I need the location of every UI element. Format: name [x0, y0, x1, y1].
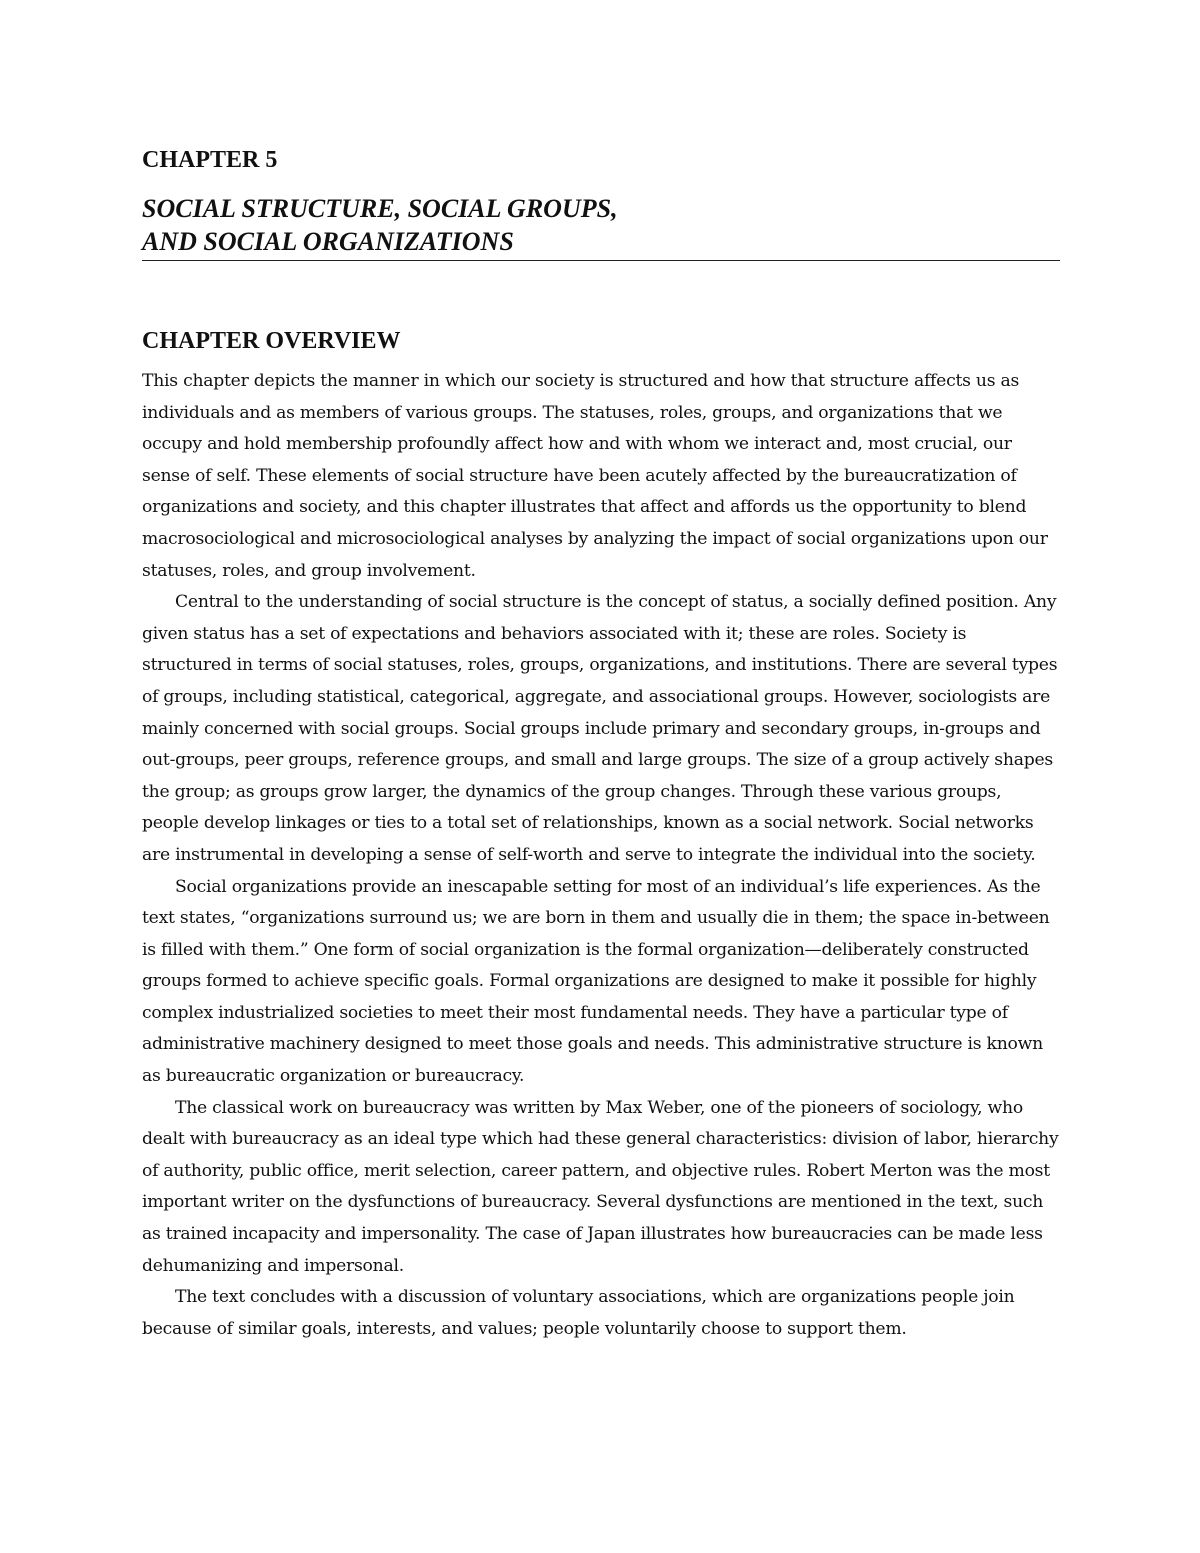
chapter-label: CHAPTER 5 [142, 147, 278, 173]
section-heading-overview: CHAPTER OVERVIEW [142, 328, 401, 354]
chapter-title-line-1: SOCIAL STRUCTURE, SOCIAL GROUPS, [142, 194, 618, 223]
chapter-title-line-2: AND SOCIAL ORGANIZATIONS [142, 227, 514, 256]
overview-paragraph-3: Social organizations provide an inescapable setting for most of an individual’s life experiences. As the text states, “organizations surround us; we are born in them and usually die in them; the space in-between is filled with them.” One form of social organization is the formal organization—deliberately constructed groups formed to achieve specific goals. Formal organizations are designed to make it possible for highly complex industrialized societies to meet their most fundamental needs. They have a particular type of administrative machinery designed to meet those goals and needs. This administrative structure is known as bureaucratic organization or bureaucracy. [142, 876, 1050, 1087]
overview-paragraph-2: Central to the understanding of social structure is the concept of status, a socially defined position. Any given status has a set of expectations and behaviors associated with it; these are roles. Society is structured in terms of social statuses, roles, groups, organizations, and institutions. There are several types of groups, including statistical, categorical, aggregate, and associational groups. However, sociologists are mainly concerned with social groups. Social groups include primary and secondary groups, in-groups and out-groups, peer groups, reference groups, and small and large groups. The size of a group actively shapes the group; as groups grow larger, the dynamics of the group changes. Through these various groups, people develop linkages or ties to a total set of relationships, known as a social network. Social networks are instrumental in developing a sense of self-worth and serve to integrate the individual into the society. [142, 592, 1058, 865]
overview-paragraph-1: This chapter depicts the manner in which our society is structured and how that structure affects us as individuals and as members of various groups. The statuses, roles, groups, and organizations that we occupy and hold membership profoundly affect how and with whom we interact and, most crucial, our sense of self. These elements of social structure have been acutely affected by the bureaucratization of organizations and society, and this chapter illustrates that affect and affords us the opportunity to blend macrosociological and microsociological analyses by analyzing the impact of social organizations upon our statuses, roles, and group involvement. [142, 371, 1048, 581]
overview-paragraph-5: The text concludes with a discussion of voluntary associations, which are organizations people join because of similar goals, interests, and values; people voluntarily choose to support them. [142, 1287, 1015, 1339]
chapter-title [142, 192, 1060, 261]
overview-paragraph-4: The classical work on bureaucracy was written by Max Weber, one of the pioneers of sociology, who dealt with bureaucracy as an ideal type which had these general characteristics: division of labor, hierarchy of authority, public office, merit selection, career pattern, and objective rules. Robert Merton was the most important writer on the dysfunctions of bureaucracy. Several dysfunctions are mentioned in the text, such as trained incapacity and impersonality. The case of Japan illustrates how bureaucracies can be made less dehumanizing and impersonal. [142, 1097, 1059, 1276]
document-page [142, 140, 1060, 1345]
